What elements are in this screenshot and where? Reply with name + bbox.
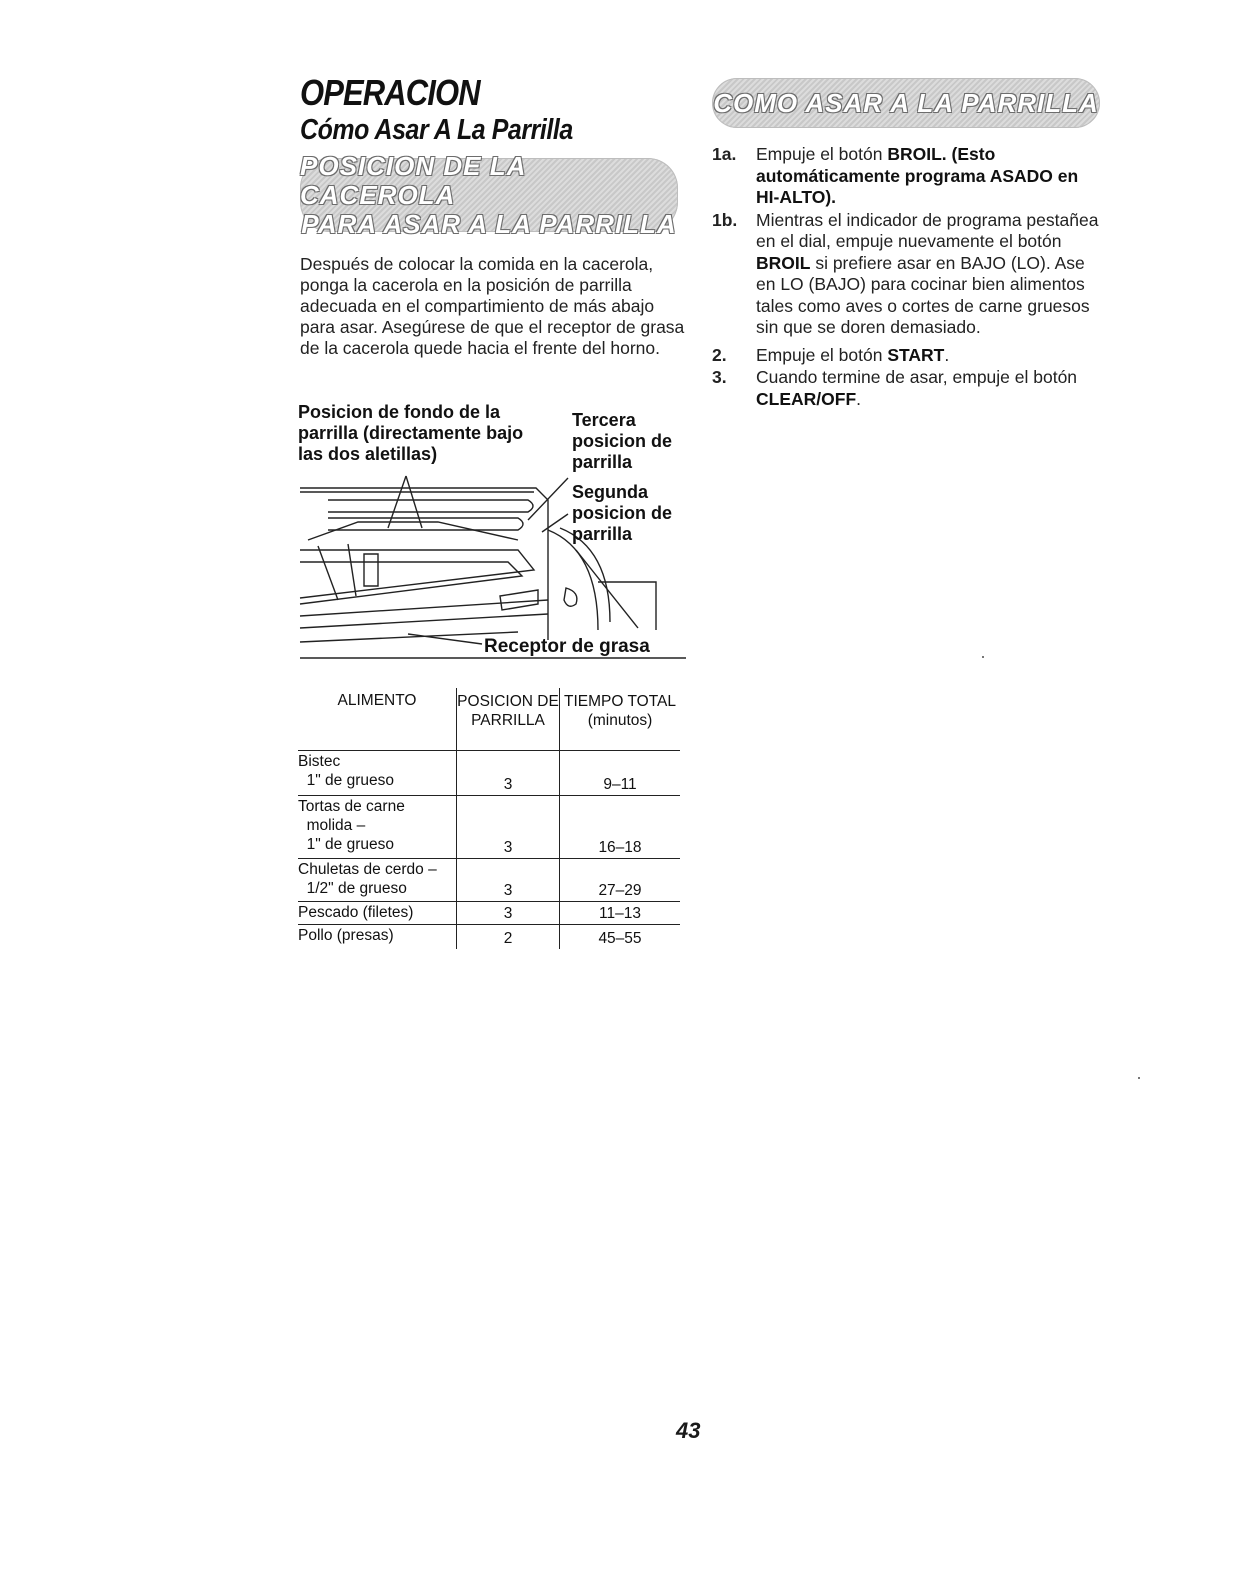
label-grease-receptor: Receptor de grasa [484,636,650,657]
cell-time: 27–29 [598,882,642,899]
cell-time: 45–55 [598,930,642,947]
step-text-tail: . [944,344,950,365]
step-item [712,345,1102,367]
step-number: 1b. [712,209,738,230]
table-row [298,902,680,925]
step-item [712,367,1102,410]
pan-position-banner [300,150,678,239]
step-text-plain: Empuje el botón [756,144,888,164]
step-item [712,210,1102,339]
page-subtitle: Cómo Asar A La Parrilla [300,114,573,146]
cell-food: Pollo (presas) [298,927,394,944]
step-text [756,144,1102,209]
cell-position: 3 [456,796,560,858]
banner-title: COMO ASAR A LA PARRILLA [713,87,1099,118]
table-row [298,859,680,902]
column-header-time: TIEMPO TOTAL (minutos) [564,693,676,729]
step-text-plain: Mientras el indicador de programa pestañea en el dial, empuje nuevamente el botón [756,209,1099,251]
cell-food: Pescado (filetes) [298,904,414,921]
step-number: 1a. [712,144,737,164]
banner-line-1: POSICION DE LA CACEROLA [300,150,526,210]
table-header-row [298,688,680,751]
table-row [298,796,680,859]
step-text-plain: Empuje el botón [756,344,888,365]
step-number: 3. [712,367,727,387]
scan-speck [982,656,984,658]
intro-paragraph: Después de colocar la comida en la cacerola, ponga la cacerola en la posición de parrilla adecuada en el compartimiento de más abajo para asar. Asegúrese de que el receptor de grasa de la cacerola quede hacia el frente del horno. [300,254,685,358]
cell-position: 3 [456,902,560,924]
step-item [712,144,1102,209]
section-title: OPERACION [300,72,480,113]
cell-time: 9–11 [603,776,637,793]
how-to-broil-banner [712,78,1100,128]
step-text-bold: CLEAR/OFF [756,388,857,409]
label-bottom-rack-position: Posicion de fondo de la parrilla (directamente bajo las dos aletillas) [298,402,524,464]
step-text-tail: si prefiere asar en BAJO (LO). Ase en LO (BAJO) para cocinar bien alimentos tales como aves o cortes de carne gruesos sin que se doren demasiado. [756,252,1090,337]
cell-food: Chuletas de cerdo – 1/2" de grueso [298,861,437,897]
broil-steps-list [712,144,1102,411]
step-number: 2. [712,344,727,365]
cell-position: 2 [456,925,560,949]
label-second-rack-position: Segunda posicion de parrilla [572,482,673,544]
table-row [298,751,680,796]
cell-time: 11–13 [599,905,641,922]
page-number: 43 [676,1418,701,1443]
column-header-food: ALIMENTO [337,692,417,709]
label-third-rack-position: Tercera posicion de parrilla [572,410,673,472]
step-text-plain: Cuando termine de asar, empuje el botón [756,367,1078,387]
step-text [756,345,1102,367]
banner-line-2: PARA ASAR A LA PARRILLA [301,208,677,239]
cell-time: 16–18 [598,839,642,856]
step-text-bold: BROIL. (Esto automáticamente programa ASADO en HI-ALTO). [756,144,1079,207]
column-header-position: POSICION DE PARRILLA [456,688,560,750]
step-text-bold: START [887,344,945,365]
broiler-pan-diagram [298,400,688,662]
cell-food: Bistec 1" de grueso [298,753,394,789]
step-text-bold: BROIL [756,252,811,273]
broil-time-table [298,688,680,949]
table-row [298,925,680,949]
cell-position: 3 [456,859,560,901]
cell-position: 3 [456,751,560,795]
cell-food: Tortas de carne molida – 1" de grueso [298,798,405,853]
step-text [756,210,1102,339]
step-text [756,367,1102,410]
step-text-tail: . [856,388,862,409]
scan-speck [1138,1077,1140,1079]
